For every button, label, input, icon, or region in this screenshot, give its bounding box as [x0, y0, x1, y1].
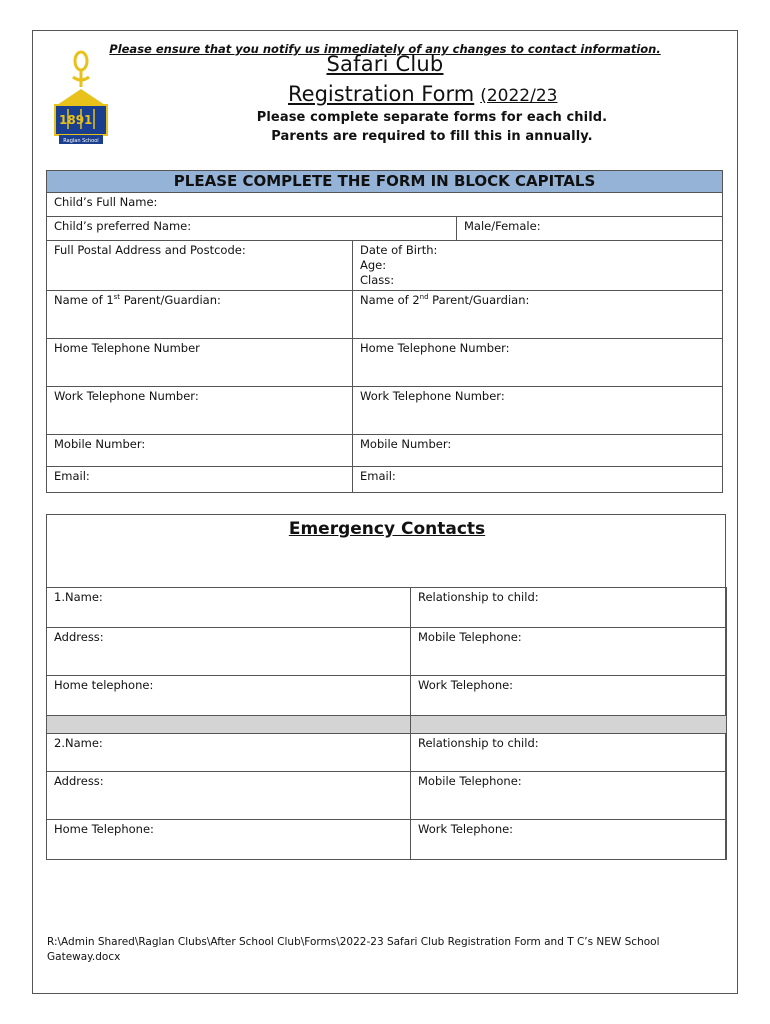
contact1-relationship-label: Relationship to child:	[418, 590, 539, 604]
age-label: Age:	[360, 258, 387, 272]
parent1-name-field[interactable]	[47, 291, 353, 339]
emergency-contacts-table	[46, 587, 727, 860]
parent2-name-label: Name of 2nd Parent/Guardian:	[360, 293, 530, 307]
instruction-line-1: Please complete separate forms for each child.	[256, 110, 608, 125]
parent1-email-field[interactable]	[47, 467, 353, 493]
child-preferred-name-label: Child’s preferred Name:	[54, 219, 192, 233]
contact2-home-tel-field[interactable]	[47, 820, 411, 860]
child-preferred-name-field[interactable]	[47, 217, 457, 241]
contact2-home-tel-label: Home Telephone:	[54, 822, 154, 836]
contact1-mobile-label: Mobile Telephone:	[418, 630, 522, 644]
contact1-name-label: 1.Name:	[54, 590, 103, 604]
dob-age-class-field[interactable]	[353, 241, 723, 291]
gender-field[interactable]	[457, 217, 723, 241]
separator-cell-left	[47, 716, 411, 734]
postal-address-field[interactable]	[47, 241, 353, 291]
separator-cell-right	[411, 716, 727, 734]
contact1-home-tel-label: Home telephone:	[54, 678, 154, 692]
contact2-work-tel-field[interactable]	[411, 820, 727, 860]
emergency-contacts-note: Please ensure that you notify us immediately of any changes to contact information.	[109, 42, 661, 56]
parent2-email-field[interactable]	[353, 467, 723, 493]
contact2-address-label: Address:	[54, 774, 104, 788]
dob-label: Date of Birth:	[360, 243, 438, 257]
contact1-address-label: Address:	[54, 630, 104, 644]
parent2-home-tel-label: Home Telephone Number:	[360, 341, 510, 355]
child-full-name-field[interactable]	[47, 193, 723, 217]
document-path-footer: R:\Admin Shared\Raglan Clubs\After School Club\Forms\2022-23 Safari Club Registration Form and T C’s NEW School Gateway.docx	[47, 936, 660, 963]
block-capitals-heading: PLEASE COMPLETE THE FORM IN BLOCK CAPITALS	[47, 171, 723, 193]
contact1-work-tel-label: Work Telephone:	[418, 678, 514, 692]
contact1-relationship-field[interactable]	[411, 588, 727, 628]
parent1-mobile-label: Mobile Number:	[54, 437, 146, 451]
contact1-address-field[interactable]	[47, 628, 411, 676]
parent1-home-tel-field[interactable]	[47, 339, 353, 387]
class-label: Class:	[360, 273, 395, 287]
emergency-contacts-section	[46, 514, 726, 860]
emergency-contacts-title: Emergency Contacts	[288, 519, 486, 539]
child-full-name-label: Child’s Full Name:	[54, 195, 158, 209]
parent2-mobile-field[interactable]	[353, 435, 723, 467]
parent2-email-label: Email:	[360, 469, 396, 483]
parent2-work-tel-label: Work Telephone Number:	[360, 389, 505, 403]
contact2-work-tel-label: Work Telephone:	[418, 822, 514, 836]
contact1-name-field[interactable]	[47, 588, 411, 628]
form-year: (2022/23	[480, 86, 558, 106]
parent2-home-tel-field[interactable]	[353, 339, 723, 387]
parent2-name-field[interactable]	[353, 291, 723, 339]
contact1-home-tel-field[interactable]	[47, 676, 411, 716]
contact2-name-label: 2.Name:	[54, 736, 103, 750]
gender-label: Male/Female:	[464, 219, 541, 233]
form-title	[288, 82, 557, 106]
parent1-mobile-field[interactable]	[47, 435, 353, 467]
contact2-name-field[interactable]	[47, 734, 411, 772]
contact1-mobile-field[interactable]	[411, 628, 727, 676]
registration-form-table	[46, 170, 723, 493]
page-title: Safari Club	[326, 52, 444, 76]
parent2-work-tel-field[interactable]	[353, 387, 723, 435]
parent1-work-tel-label: Work Telephone Number:	[54, 389, 199, 403]
contact2-relationship-label: Relationship to child:	[418, 736, 539, 750]
contact2-mobile-field[interactable]	[411, 772, 727, 820]
form-title-main: Registration Form	[288, 82, 475, 106]
parent1-name-label: Name of 1st Parent/Guardian:	[54, 293, 221, 307]
contact2-relationship-field[interactable]	[411, 734, 727, 772]
logo-school-name: Raglan School	[63, 138, 99, 144]
contact1-work-tel-field[interactable]	[411, 676, 727, 716]
parent2-mobile-label: Mobile Number:	[360, 437, 452, 451]
postal-address-label: Full Postal Address and Postcode:	[54, 243, 246, 257]
contact2-address-field[interactable]	[47, 772, 411, 820]
parent1-home-tel-label: Home Telephone Number	[54, 341, 200, 355]
instruction-line-2: Parents are required to fill this in annually.	[271, 129, 593, 144]
parent1-work-tel-field[interactable]	[47, 387, 353, 435]
contact2-mobile-label: Mobile Telephone:	[418, 774, 522, 788]
parent1-email-label: Email:	[54, 469, 90, 483]
logo-year-text: 1891	[59, 113, 93, 127]
